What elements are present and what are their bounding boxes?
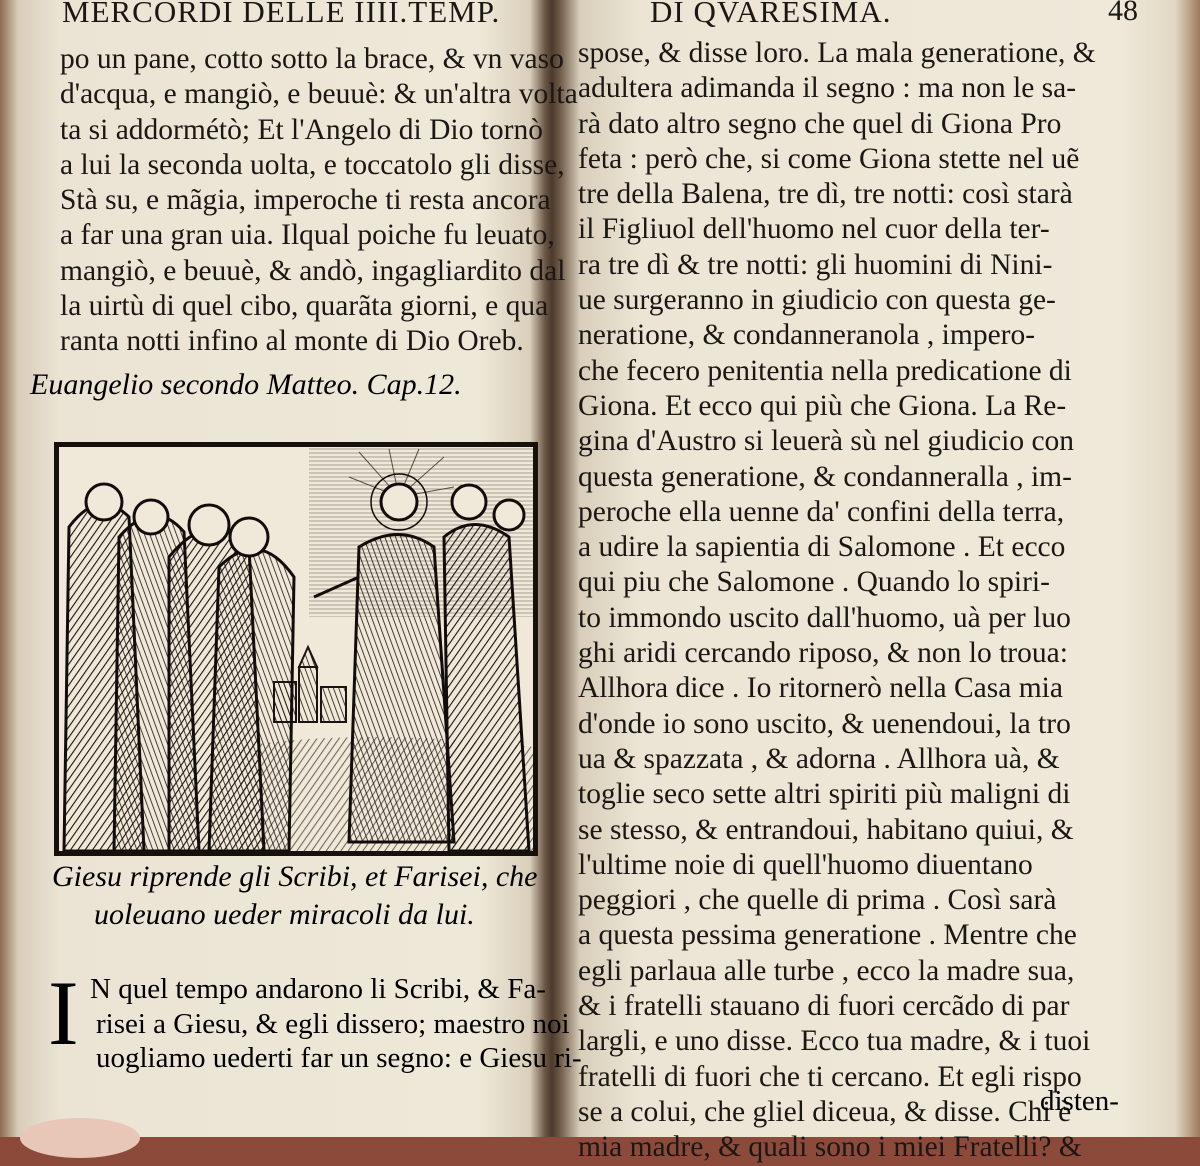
catchword: disten- <box>1040 1085 1119 1117</box>
text-line: tre della Balena, tre dì, tre notti: così starà <box>578 178 1073 211</box>
text-line: neratione, & condanneranola , impero- <box>578 319 1036 352</box>
text-line: mia madre, & quali sono i miei Fratelli? & <box>578 1131 1082 1164</box>
text-line: ra tre dì & tre notti: gli huomini di Nini- <box>578 248 1053 281</box>
text-line: ranta notti infino al monte di Dio Oreb. <box>60 325 524 358</box>
text-line: d'acqua, e mangiò, e beuuè: & un'altra volta <box>60 78 578 111</box>
text-line: a udire la sapientia di Salomone . Et ecco <box>578 531 1066 564</box>
text-line: N quel tempo andarono li Scribi, & Fa- <box>90 973 546 1005</box>
text-line: feta : però che, si come Giona stette nel uẽ <box>578 142 1080 175</box>
text-line: il Figliuol dell'huomo nel cuor della ter- <box>578 213 1050 246</box>
thumb <box>20 1118 140 1158</box>
text-line: egli parlaua alle turbe , ecco la madre sua, <box>578 954 1075 987</box>
text-line: mangiò, e beuuè, & andò, ingagliardito dal <box>60 254 566 287</box>
text-line: la uirtù di quel cibo, quarãta giorni, e qua <box>60 290 549 323</box>
text-line: rà dato altro segno che quel di Giona Pro <box>578 107 1062 140</box>
text-line: po un pane, cotto sotto la brace, & vn vaso <box>60 43 564 75</box>
caption-line: uoleuano ueder miracoli da lui. <box>94 898 475 931</box>
text-line: ghi aridi cercando riposo, & non lo troua: <box>578 637 1068 670</box>
text-line: largli, e uno disse. Ecco tua madre, & i tuoi <box>578 1025 1091 1058</box>
text-line: Allhora dice . Io ritornerò nella Casa mia <box>578 672 1063 705</box>
text-line: d'onde io sono uscito, & uenendoui, la tro <box>578 707 1071 740</box>
text-line: qui piu che Salomone . Quando lo spiri- <box>578 566 1050 599</box>
text-line: questa generatione, & condanneralla , im- <box>578 460 1072 493</box>
text-line: uogliamo uederti far un segno: e Giesu ri- <box>96 1042 582 1074</box>
text-line: gina d'Austro si leuerà sù nel giudicio con <box>578 425 1075 458</box>
text-line: ue surgeranno in giudicio con questa ge- <box>578 284 1056 317</box>
page-number: 48 <box>1108 0 1138 27</box>
text-line: se a colui, che gliel diceua, & disse. Chi è <box>578 1095 1072 1128</box>
left-body-text <box>62 972 582 1076</box>
text-line: toglie seco sette altri spiriti più maligni di <box>578 778 1071 811</box>
right-text <box>578 36 1096 1166</box>
text-line: a far una gran uia. Ilqual poiche fu leuato, <box>60 219 555 252</box>
text-line: peggiori , che quelle di prima . Così sarà <box>578 884 1057 917</box>
text-line: a questa pessima generatione . Mentre che <box>578 919 1077 952</box>
text-line: adultera adimanda il segno : ma non le sa- <box>578 72 1077 105</box>
text-line: ua & spazzata , & adorna . Allhora uà, & <box>578 742 1060 775</box>
text-line: fratelli di fuori che ti cercano. Et egli rispo <box>578 1060 1082 1093</box>
left-top-text <box>60 42 578 360</box>
text-line: se stesso, & entrandoui, habitano quiui, & <box>578 813 1074 846</box>
text-line: peroche ella uenne da' confini della terra, <box>578 495 1065 528</box>
left-running-head: MERCORDI DELLE IIII.TEMP. <box>62 0 501 29</box>
woodcut-illustration-icon <box>54 442 538 856</box>
woodcut-scene <box>59 447 533 851</box>
text-line: & i fratelli stauano di fuori cercãdo di par <box>578 990 1070 1023</box>
drop-cap: I <box>48 962 79 1064</box>
text-line: l'ultime noie di quell'huomo diuentano <box>578 848 1033 881</box>
text-line: a lui la seconda uolta, e toccatolo gli disse, <box>60 148 565 181</box>
text-line: to immondo uscito dall'huomo, uà per luo <box>578 601 1071 634</box>
text-line: spose, & disse loro. La mala generatione, & <box>578 37 1096 69</box>
right-running-head: DI QVARESIMA. <box>650 0 892 29</box>
text-line: che fecero penitentia nella predicatione di <box>578 354 1072 387</box>
text-line: Stà su, e mãgia, imperoche ti resta ancora <box>60 184 551 217</box>
text-line: Giona. Et ecco qui più che Giona. La Re- <box>578 389 1067 422</box>
woodcut-caption <box>52 858 537 934</box>
text-line: risei a Giesu, & egli dissero; maestro noi <box>96 1007 570 1040</box>
caption-line: Giesu riprende gli Scribi, et Farisei, che <box>52 860 538 893</box>
gospel-title: Euangelio secondo Matteo. Cap.12. <box>30 368 462 401</box>
text-line: ta si addormétò; Et l'Angelo di Dio tornò <box>60 113 543 146</box>
